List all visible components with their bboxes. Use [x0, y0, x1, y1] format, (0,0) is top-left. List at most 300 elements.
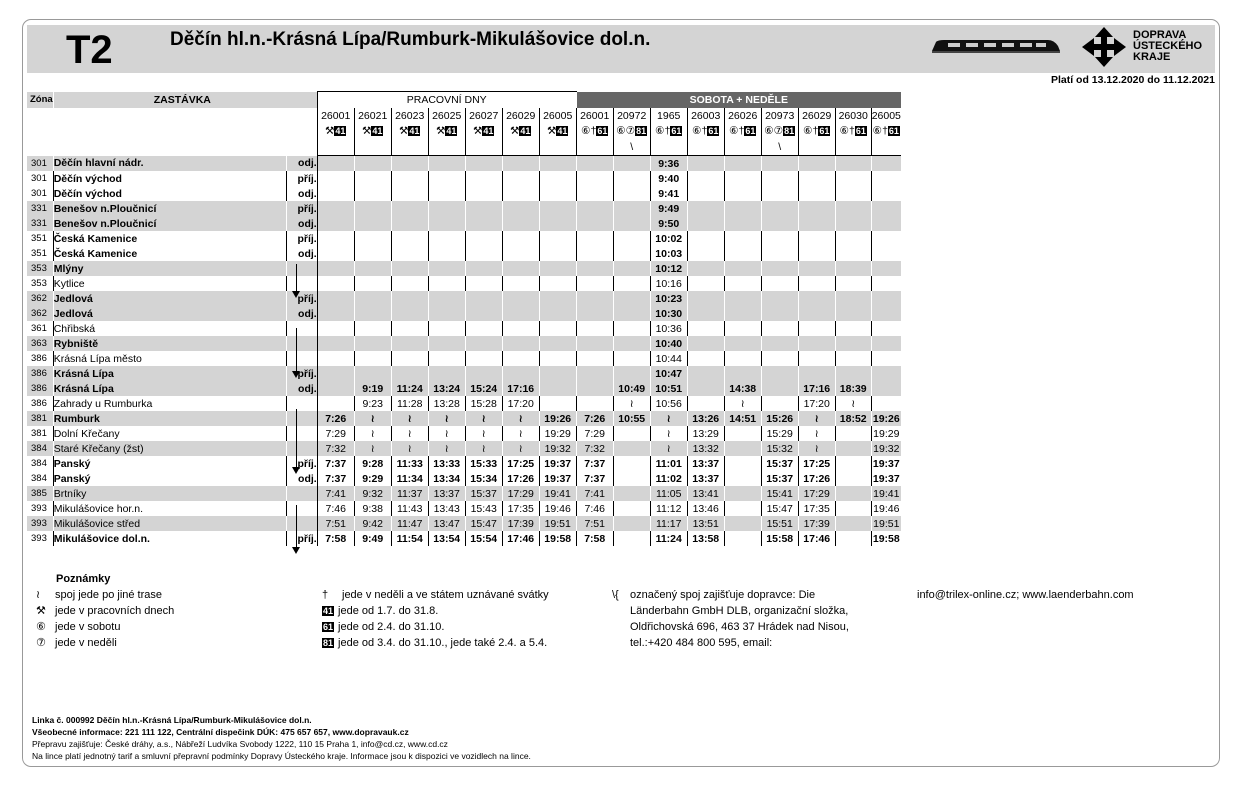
- time-cell: 11:17: [650, 516, 687, 531]
- time-cell: [761, 336, 798, 351]
- time-cell: [835, 156, 871, 172]
- time-cell: [539, 231, 576, 246]
- time-cell: [798, 306, 835, 321]
- time-cell: 10:55: [613, 411, 650, 426]
- zone-cell: 363: [27, 336, 53, 351]
- stop-name: Kytlice: [53, 276, 286, 291]
- time-cell: [354, 321, 391, 336]
- direction-arrow-icon: [296, 505, 297, 552]
- train-extra: [317, 138, 354, 156]
- zone-cell: 362: [27, 291, 53, 306]
- time-cell: ≀: [391, 441, 428, 456]
- time-cell: [613, 486, 650, 501]
- time-cell: [354, 246, 391, 261]
- time-cell: 7:51: [317, 516, 354, 531]
- zone-cell: 353: [27, 261, 53, 276]
- train-extra: [576, 138, 613, 156]
- notes-col3: \{ označený spoj zajišťuje dopravce: Die Länderbahn GmbH DLB, organizační složka, Oldřichovská 696, 463 37 Hrádek nad Nisou, tel.:+420 484 800 595, email:: [612, 589, 849, 649]
- time-cell: 10:03: [650, 246, 687, 261]
- arr-dep-cell: [286, 441, 317, 456]
- time-cell: [354, 351, 391, 366]
- time-cell: 17:16: [798, 381, 835, 396]
- time-cell: [428, 216, 465, 231]
- time-cell: 7:37: [317, 471, 354, 486]
- table-row: [27, 516, 901, 531]
- time-cell: [317, 261, 354, 276]
- time-cell: [798, 276, 835, 291]
- time-cell: 10:12: [650, 261, 687, 276]
- train-number: 1965: [650, 108, 687, 123]
- train-number: 26021: [354, 108, 391, 123]
- time-cell: 19:46: [873, 502, 900, 515]
- time-cell: 17:20: [502, 396, 539, 411]
- train-code: ⑥†61: [835, 123, 871, 138]
- time-cell: 19:32: [539, 441, 576, 456]
- stop-name: Děčín východ: [53, 186, 286, 201]
- train-number: 26001: [576, 108, 613, 123]
- time-cell: [761, 156, 798, 172]
- time-cell: 13:51: [687, 516, 724, 531]
- stop-name: Jedlová: [53, 291, 286, 306]
- time-cell: 19:29: [539, 426, 576, 441]
- time-cell: [687, 276, 724, 291]
- time-cell: [391, 321, 428, 336]
- time-cell: [539, 396, 576, 411]
- time-cell: 9:38: [354, 501, 391, 516]
- time-cell: [428, 231, 465, 246]
- time-cell: ≀: [650, 426, 687, 441]
- time-cell: ≀: [428, 441, 465, 456]
- time-cell: [724, 516, 761, 531]
- time-cell: [724, 501, 761, 516]
- time-cell: [871, 216, 901, 231]
- time-cell: [871, 186, 901, 201]
- stop-name: Brtníky: [53, 486, 286, 501]
- time-cell: [724, 186, 761, 201]
- time-cell: 13:37: [687, 471, 724, 486]
- time-cell: 7:58: [576, 531, 613, 546]
- table-row: [27, 321, 901, 336]
- time-cell: 11:02: [650, 471, 687, 486]
- time-cell: [613, 351, 650, 366]
- time-cell: 10:23: [650, 291, 687, 306]
- time-cell: 15:47: [761, 501, 798, 516]
- time-cell: 9:36: [650, 156, 687, 172]
- time-cell: [502, 186, 539, 201]
- stop-name: Jedlová: [53, 306, 286, 321]
- time-cell: 18:39: [835, 381, 871, 396]
- table-row: [27, 456, 901, 471]
- time-cell: [354, 276, 391, 291]
- time-cell: [798, 216, 835, 231]
- time-cell: 15:37: [465, 486, 502, 501]
- train-extra: [539, 138, 576, 156]
- time-cell: ≀: [354, 411, 391, 426]
- time-cell: [761, 216, 798, 231]
- zone-cell: 393: [27, 516, 53, 531]
- arr-dep-cell: příj.: [286, 531, 317, 546]
- time-cell: [576, 366, 613, 381]
- notes-title: Poznámky: [56, 573, 111, 585]
- table-row: [27, 366, 901, 381]
- train-extra: [650, 138, 687, 156]
- time-cell: 17:26: [502, 471, 539, 486]
- time-cell: 15:32: [761, 441, 798, 456]
- train-extra: [428, 138, 465, 156]
- time-cell: [576, 186, 613, 201]
- time-cell: 10:49: [613, 381, 650, 396]
- time-cell: 19:41: [873, 487, 900, 500]
- train-number: 26025: [428, 108, 465, 123]
- zone-header: Zóna: [27, 92, 53, 109]
- time-cell: ≀: [502, 426, 539, 441]
- time-cell: 15:24: [465, 381, 502, 396]
- table-row: [27, 231, 901, 246]
- time-cell: 13:34: [428, 471, 465, 486]
- table-row: [27, 396, 901, 411]
- train-code: ⚒41: [391, 123, 428, 138]
- time-cell: [354, 201, 391, 216]
- table-row: [27, 276, 901, 291]
- train-code: ⑥†61: [687, 123, 724, 138]
- arr-dep-cell: [286, 396, 317, 411]
- time-cell: 11:01: [650, 456, 687, 471]
- arr-dep-cell: [286, 426, 317, 441]
- time-cell: 9:50: [650, 216, 687, 231]
- time-cell: ≀: [502, 441, 539, 456]
- train-number: 26030: [835, 108, 871, 123]
- time-cell: ≀: [613, 396, 650, 411]
- time-cell: [354, 336, 391, 351]
- time-cell: [465, 321, 502, 336]
- time-cell: [871, 276, 901, 291]
- time-cell: 9:32: [354, 486, 391, 501]
- time-cell: [761, 321, 798, 336]
- time-cell: 7:37: [317, 456, 354, 471]
- arr-dep-cell: [286, 411, 317, 426]
- time-cell: [687, 156, 724, 172]
- time-cell: 7:26: [317, 411, 354, 426]
- zone-cell: 381: [27, 411, 53, 426]
- time-cell: 15:33: [465, 456, 502, 471]
- time-cell: 19:32: [873, 442, 900, 455]
- zone-cell: 353: [27, 276, 53, 291]
- arr-dep-cell: [286, 351, 317, 366]
- time-cell: [687, 351, 724, 366]
- table-row: [27, 501, 901, 516]
- table-row: [27, 411, 901, 426]
- time-cell: 13:54: [428, 531, 465, 546]
- time-cell: [687, 216, 724, 231]
- time-cell: [687, 231, 724, 246]
- time-cell: 17:46: [502, 531, 539, 546]
- stop-name: Staré Křečany (žst): [53, 441, 286, 456]
- time-cell: 7:26: [576, 411, 613, 426]
- time-cell: [502, 276, 539, 291]
- time-cell: [354, 231, 391, 246]
- train-number: 26027: [465, 108, 502, 123]
- time-cell: ≀: [650, 411, 687, 426]
- stop-name: Česká Kamenice: [53, 231, 286, 246]
- notes-col2: [322, 587, 549, 651]
- zone-cell: 384: [27, 441, 53, 456]
- time-cell: [798, 246, 835, 261]
- time-cell: 17:16: [502, 381, 539, 396]
- arr-dep-cell: [286, 276, 317, 291]
- time-cell: 19:26: [872, 412, 900, 425]
- time-cell: 10:56: [650, 396, 687, 411]
- train-number: 26023: [391, 108, 428, 123]
- time-cell: [613, 441, 650, 456]
- time-cell: 15:37: [761, 456, 798, 471]
- time-cell: 19:37: [539, 471, 576, 486]
- time-cell: [724, 456, 761, 471]
- table-row: [27, 216, 901, 231]
- time-cell: [835, 216, 871, 231]
- arr-dep-cell: příj.: [286, 366, 317, 381]
- stop-name: Benešov n.Ploučnicí: [53, 201, 286, 216]
- time-cell: 11:34: [391, 471, 428, 486]
- train-number: 26001: [317, 108, 354, 123]
- time-cell: 17:25: [502, 456, 539, 471]
- time-cell: 17:39: [798, 516, 835, 531]
- time-cell: [798, 156, 835, 172]
- time-cell: [465, 351, 502, 366]
- time-cell: 13:33: [428, 456, 465, 471]
- time-cell: [724, 306, 761, 321]
- time-cell: 9:49: [354, 531, 391, 546]
- time-cell: 19:26: [539, 411, 576, 426]
- table-row: [27, 351, 901, 366]
- train-code: ⑥†61: [872, 124, 899, 137]
- time-cell: [502, 366, 539, 381]
- train-extra: [502, 138, 539, 156]
- time-cell: 17:25: [798, 456, 835, 471]
- time-cell: 10:44: [650, 351, 687, 366]
- time-cell: [798, 231, 835, 246]
- time-cell: [835, 321, 871, 336]
- time-cell: 17:35: [798, 501, 835, 516]
- time-cell: [502, 321, 539, 336]
- stop-name: Dolní Křečany: [53, 426, 286, 441]
- time-cell: 17:29: [502, 486, 539, 501]
- stop-name: Mikulášovice střed: [53, 516, 286, 531]
- direction-arrow-icon: [296, 409, 297, 472]
- stop-name: Krásná Lípa město: [53, 351, 286, 366]
- time-cell: 15:54: [465, 531, 502, 546]
- train-code: ⚒41: [502, 123, 539, 138]
- time-cell: [835, 246, 871, 261]
- train-number: 26005: [871, 109, 901, 122]
- time-cell: 10:40: [650, 336, 687, 351]
- time-cell: [576, 246, 613, 261]
- time-cell: ≀: [465, 441, 502, 456]
- time-cell: [835, 186, 871, 201]
- footer-line: Na lince platí jednotný tarif a smluvní přepravní podmínky Dopravy Ústeckého kraje. Informace jsou k dispozici ve vozidlech na lince.: [32, 751, 531, 761]
- stop-header: ZASTÁVKA: [53, 92, 317, 109]
- time-cell: [724, 171, 761, 186]
- zone-cell: 384: [27, 471, 53, 486]
- time-cell: 19:58: [872, 532, 900, 545]
- time-cell: [502, 291, 539, 306]
- train-extra: [835, 138, 871, 156]
- time-cell: [798, 291, 835, 306]
- zone-cell: 385: [27, 486, 53, 501]
- time-cell: [317, 366, 354, 381]
- time-cell: [798, 366, 835, 381]
- time-cell: [391, 246, 428, 261]
- zone-cell: 393: [27, 501, 53, 516]
- train-extra: \: [613, 138, 650, 156]
- time-cell: [317, 216, 354, 231]
- time-cell: [391, 231, 428, 246]
- time-cell: [428, 246, 465, 261]
- zone-cell: 301: [27, 171, 53, 186]
- time-cell: 19:51: [873, 517, 900, 530]
- time-cell: [724, 471, 761, 486]
- time-cell: ≀: [724, 396, 761, 411]
- time-cell: [871, 231, 901, 246]
- time-cell: [539, 351, 576, 366]
- stop-name: Panský: [53, 471, 286, 486]
- time-cell: [798, 336, 835, 351]
- time-cell: [391, 186, 428, 201]
- train-extra: [354, 138, 391, 156]
- table-row: [27, 261, 901, 276]
- time-cell: [428, 366, 465, 381]
- arr-dep-cell: [286, 501, 317, 516]
- direction-arrow-icon: [296, 328, 297, 376]
- time-cell: [576, 261, 613, 276]
- train-number: 26005: [539, 108, 576, 123]
- time-cell: [317, 231, 354, 246]
- time-cell: [391, 291, 428, 306]
- time-cell: [835, 531, 871, 546]
- train-code: ⑥⑦81: [761, 123, 798, 138]
- time-cell: [576, 201, 613, 216]
- stop-name: Mlýny: [53, 261, 286, 276]
- notes-col4: info@trilex-online.cz; www.laenderbahn.com: [917, 589, 1134, 601]
- time-cell: [428, 306, 465, 321]
- time-cell: 19:37: [539, 456, 576, 471]
- time-cell: [428, 261, 465, 276]
- time-cell: ≀: [354, 426, 391, 441]
- time-cell: 14:38: [724, 381, 761, 396]
- time-cell: [613, 321, 650, 336]
- note-item: ⚒ jede v pracovních dnech: [36, 605, 175, 617]
- time-cell: [465, 261, 502, 276]
- time-cell: [576, 216, 613, 231]
- time-cell: [391, 156, 428, 172]
- direction-arrow-icon: [296, 264, 297, 296]
- time-cell: 9:19: [354, 381, 391, 396]
- time-cell: ≀: [391, 426, 428, 441]
- time-cell: [317, 156, 354, 172]
- time-cell: 11:37: [391, 486, 428, 501]
- zone-cell: 351: [27, 246, 53, 261]
- time-cell: 9:41: [650, 186, 687, 201]
- train-code: ⚒41: [317, 123, 354, 138]
- time-cell: 11:43: [391, 501, 428, 516]
- train-number: 26029: [798, 108, 835, 123]
- stop-name: Rybniště: [53, 336, 286, 351]
- time-cell: [724, 321, 761, 336]
- arr-dep-cell: odj.: [286, 186, 317, 201]
- train-icon: [930, 38, 1062, 54]
- time-cell: ≀: [465, 411, 502, 426]
- time-cell: 19:58: [539, 531, 576, 546]
- train-code: ⑥†61: [724, 123, 761, 138]
- stop-name: Rumburk: [53, 411, 286, 426]
- time-cell: [576, 381, 613, 396]
- arr-dep-cell: příj.: [286, 231, 317, 246]
- time-cell: 11:47: [391, 516, 428, 531]
- time-cell: [724, 276, 761, 291]
- time-cell: [687, 171, 724, 186]
- time-cell: [613, 291, 650, 306]
- time-cell: [354, 216, 391, 231]
- arr-dep-cell: příj.: [286, 456, 317, 471]
- zone-cell: 381: [27, 426, 53, 441]
- table-row: [27, 306, 901, 321]
- time-cell: 9:23: [354, 396, 391, 411]
- time-cell: [835, 171, 871, 186]
- time-cell: [613, 156, 650, 172]
- time-cell: 15:41: [761, 486, 798, 501]
- time-cell: [576, 321, 613, 336]
- train-code: ⚒41: [539, 123, 576, 138]
- time-cell: 13:43: [428, 501, 465, 516]
- arr-dep-cell: příj.: [286, 291, 317, 306]
- table-row: [27, 441, 901, 456]
- time-cell: [502, 201, 539, 216]
- time-cell: [502, 171, 539, 186]
- time-cell: 13:24: [428, 381, 465, 396]
- time-cell: 19:41: [539, 486, 576, 501]
- time-cell: 19:37: [872, 457, 900, 470]
- time-cell: [761, 381, 798, 396]
- train-number: 20972: [613, 108, 650, 123]
- weekday-header: PRACOVNÍ DNY: [317, 92, 576, 109]
- table-header-row: [27, 92, 901, 109]
- time-cell: [835, 501, 871, 516]
- time-cell: [798, 186, 835, 201]
- time-cell: [502, 246, 539, 261]
- time-cell: [502, 306, 539, 321]
- train-number: 26003: [687, 108, 724, 123]
- time-cell: [502, 261, 539, 276]
- footer-line: Přepravu zajišťuje: České dráhy, a.s., Nábřeží Ludvíka Svobody 1222, 110 15 Praha 1, info@cd.cz, www.cd.cz: [32, 739, 448, 749]
- time-cell: [798, 261, 835, 276]
- note-item: ⑥ jede v sobotu: [36, 621, 121, 633]
- time-cell: 15:37: [761, 471, 798, 486]
- time-cell: 11:33: [391, 456, 428, 471]
- time-cell: [465, 336, 502, 351]
- time-cell: ≀: [502, 411, 539, 426]
- time-cell: [613, 366, 650, 381]
- time-cell: [317, 291, 354, 306]
- footer-line: Všeobecné informace: 221 111 122, Centrální dispečink DÚK: 475 657 657, www.dopravauk.cz: [32, 727, 409, 737]
- time-cell: [687, 201, 724, 216]
- time-cell: [465, 231, 502, 246]
- time-cell: 13:46: [687, 501, 724, 516]
- train-code: ⑥†61: [650, 123, 687, 138]
- time-cell: 19:46: [539, 501, 576, 516]
- time-cell: [317, 321, 354, 336]
- time-cell: [871, 351, 901, 366]
- time-cell: ≀: [835, 396, 871, 411]
- time-cell: 17:46: [798, 531, 835, 546]
